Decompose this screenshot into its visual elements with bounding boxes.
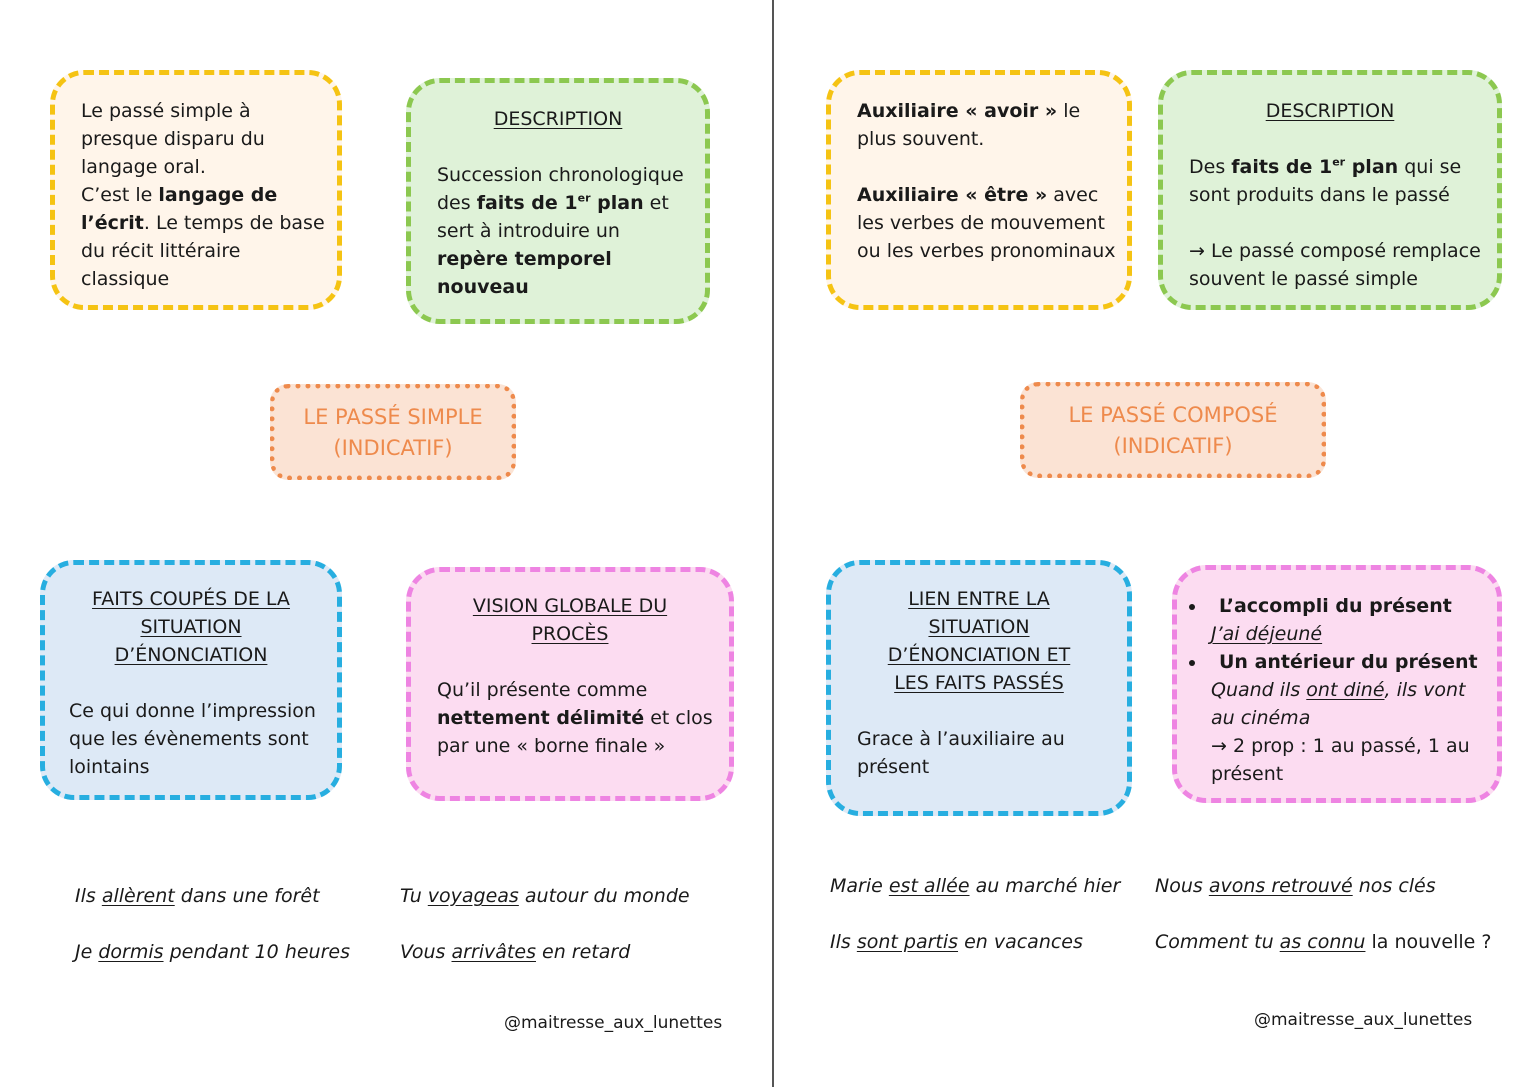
ps-example: Je dormis pendant 10 heures [75, 941, 350, 963]
ps-vision-title: VISION GLOBALE DU PROCÈS [472, 595, 668, 645]
ps-center-subtitle: (INDICATIF) [333, 436, 453, 460]
ps-credit: @maitresse_aux_lunettes [504, 1013, 723, 1033]
pc-accompli-list [1185, 592, 1497, 620]
pc-credit: @maitresse_aux_lunettes [1254, 1010, 1473, 1030]
pc-anterieur-item: • Un antérieur du présent [1207, 648, 1497, 676]
ps-usage-line: langage oral. [81, 156, 206, 178]
pc-aux-line: ou les verbes pronominaux [857, 240, 1116, 262]
ps-usage-line: l’écrit. Le temps de base [81, 212, 325, 234]
pc-anterieur-example: au cinéma [1211, 707, 1311, 729]
page-divider [772, 0, 774, 1087]
pc-lien-line: présent [857, 756, 930, 778]
ps-faits-line: lointains [69, 756, 150, 778]
ps-vision-line: Qu’il présente comme [437, 679, 648, 701]
pc-example: Nous avons retrouvé nos clés [1155, 875, 1436, 897]
ps-faits-line: que les évènements sont [69, 728, 309, 750]
pc-aux-line: les verbes de mouvement [857, 212, 1105, 234]
ps-center-title-line: LE PASSÉ SIMPLE [303, 405, 483, 429]
pc-accompli-example: J’ai déjeuné [1211, 623, 1323, 645]
ps-example: Vous arrivâtes en retard [400, 941, 631, 963]
pc-accompli-card [1172, 565, 1502, 803]
ps-description-line: Succession chronologique [437, 164, 684, 186]
ps-usage-line: C’est le langage de [81, 184, 278, 206]
pc-accompli-item: • L’accompli du présent [1207, 592, 1497, 620]
pc-description-line: souvent le passé simple [1189, 268, 1418, 290]
ps-usage-line: classique [81, 268, 170, 290]
pc-description-title: DESCRIPTION [1265, 100, 1395, 122]
pc-accompli-note: présent [1211, 763, 1284, 785]
ps-description-line: sert à introduire un [437, 220, 620, 242]
ps-faits-card [40, 560, 342, 800]
pc-lien-card [826, 560, 1132, 816]
pc-example: Marie est allée au marché hier [830, 875, 1121, 897]
pc-accompli-note: → 2 prop : 1 au passé, 1 au [1211, 735, 1470, 757]
ps-vision-card [406, 567, 734, 801]
pc-example: Ils sont partis en vacances [830, 931, 1083, 953]
ps-description-line: repère temporel nouveau [437, 248, 612, 298]
pc-example: Comment tu as connu la nouvelle ? [1155, 931, 1492, 953]
ps-usage-line: Le passé simple à [81, 100, 251, 122]
pc-anterieur-example: Quand ils ont diné, ils vont [1211, 679, 1466, 701]
pc-aux-line: plus souvent. [857, 128, 985, 150]
ps-description-title: DESCRIPTION [493, 108, 623, 130]
ps-vision-line: nettement délimité et clos [437, 707, 713, 729]
ps-faits-line: Ce qui donne l’impression [69, 700, 316, 722]
ps-description-line: des faits de 1er plan et [437, 191, 669, 214]
ps-example: Ils allèrent dans une forêt [75, 885, 320, 907]
pc-description-line: Des faits de 1er plan qui se [1189, 155, 1462, 178]
ps-faits-title: FAITS COUPÉS DE LA SITUATION D’ÉNONCIATION [92, 588, 290, 666]
ps-usage-line: presque disparu du [81, 128, 265, 150]
ps-description-card [406, 78, 710, 324]
pc-anterieur-list [1185, 648, 1497, 676]
ps-example: Tu voyageas autour du monde [400, 885, 690, 907]
pc-aux-line: Auxiliaire « avoir » le [857, 100, 1081, 122]
pc-center-subtitle: (INDICATIF) [1113, 434, 1233, 458]
pc-description-card [1158, 70, 1502, 310]
ps-center-title [270, 384, 516, 480]
ps-usage-line: du récit littéraire [81, 240, 241, 262]
ps-usage-card [50, 70, 342, 310]
pc-auxiliaire-card [826, 70, 1132, 310]
pc-lien-title: LIEN ENTRE LA SITUATION D’ÉNONCIATION ET LES FAITS PASSÉS [887, 588, 1071, 694]
ps-vision-line: par une « borne finale » [437, 735, 666, 757]
pc-aux-line: Auxiliaire « être » avec [857, 184, 1099, 206]
pc-description-line: → Le passé composé remplace [1189, 240, 1481, 262]
pc-center-title [1020, 382, 1326, 478]
pc-description-line: sont produits dans le passé [1189, 184, 1450, 206]
pc-lien-line: Grace à l’auxiliaire au [857, 728, 1065, 750]
pc-center-title-line: LE PASSÉ COMPOSÉ [1068, 403, 1278, 427]
